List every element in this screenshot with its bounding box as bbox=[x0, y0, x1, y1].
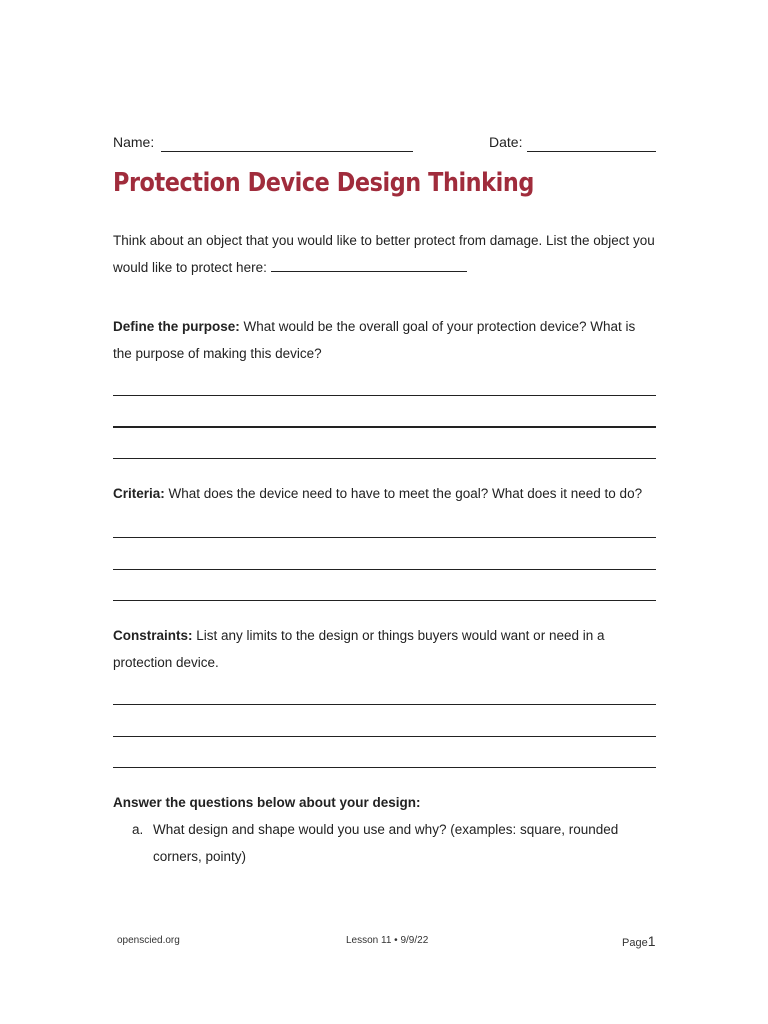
constraints-answer-line-1[interactable] bbox=[113, 704, 656, 705]
date-field[interactable] bbox=[527, 151, 656, 152]
criteria-answer-line-2[interactable] bbox=[113, 569, 656, 570]
intro-line-2 bbox=[113, 254, 673, 281]
question-text: What design and shape would you use and why? (examples: square, rounded corners, pointy) bbox=[153, 822, 619, 864]
criteria-answer-line-1[interactable] bbox=[113, 537, 656, 538]
question-marker: a. bbox=[132, 822, 144, 837]
purpose-answer-line-3[interactable] bbox=[113, 458, 656, 459]
purpose-prompt bbox=[113, 313, 653, 367]
intro-paragraph bbox=[113, 227, 673, 281]
constraints-answer-line-2[interactable] bbox=[113, 736, 656, 737]
constraints-prompt bbox=[113, 622, 658, 676]
footer-site: openscied.org bbox=[117, 935, 180, 946]
questions-heading-text: Answer the questions below about your design: bbox=[113, 795, 421, 810]
page-number: 1 bbox=[647, 933, 656, 949]
page-title: Protection Device Design Thinking bbox=[113, 168, 534, 198]
purpose-answer-line-1[interactable] bbox=[113, 395, 656, 396]
criteria-answer-line-3[interactable] bbox=[113, 600, 656, 601]
intro-line-1: Think about an object that you would like to better protect from damage. List the object you bbox=[113, 233, 655, 248]
footer-lesson: Lesson 11 • 9/9/22 bbox=[346, 935, 429, 946]
page-label: Page bbox=[622, 937, 648, 949]
purpose-label: Define the purpose: bbox=[113, 319, 240, 334]
date-label: Date: bbox=[489, 134, 523, 150]
constraints-label: Constraints: bbox=[113, 628, 193, 643]
criteria-prompt bbox=[113, 480, 658, 507]
criteria-label: Criteria: bbox=[113, 486, 165, 501]
intro-line-2-text: would like to protect here: bbox=[113, 260, 267, 275]
criteria-text: What does the device need to have to meet the goal? What does it need to do? bbox=[164, 486, 643, 501]
footer-page bbox=[622, 933, 656, 949]
constraints-answer-line-3[interactable] bbox=[113, 767, 656, 768]
name-field[interactable] bbox=[161, 151, 413, 152]
constraints-text: List any limits to the design or things buyers would want or need in a protection device. bbox=[113, 628, 605, 670]
questions-heading bbox=[113, 789, 673, 816]
name-label: Name: bbox=[113, 134, 155, 150]
protect-object-field[interactable] bbox=[271, 257, 467, 272]
purpose-text: What would be the overall goal of your protection device? What is the purpose of making this device? bbox=[113, 319, 636, 361]
question-item-a bbox=[132, 816, 662, 872]
header-row bbox=[113, 134, 656, 158]
purpose-answer-line-2[interactable] bbox=[113, 426, 656, 428]
